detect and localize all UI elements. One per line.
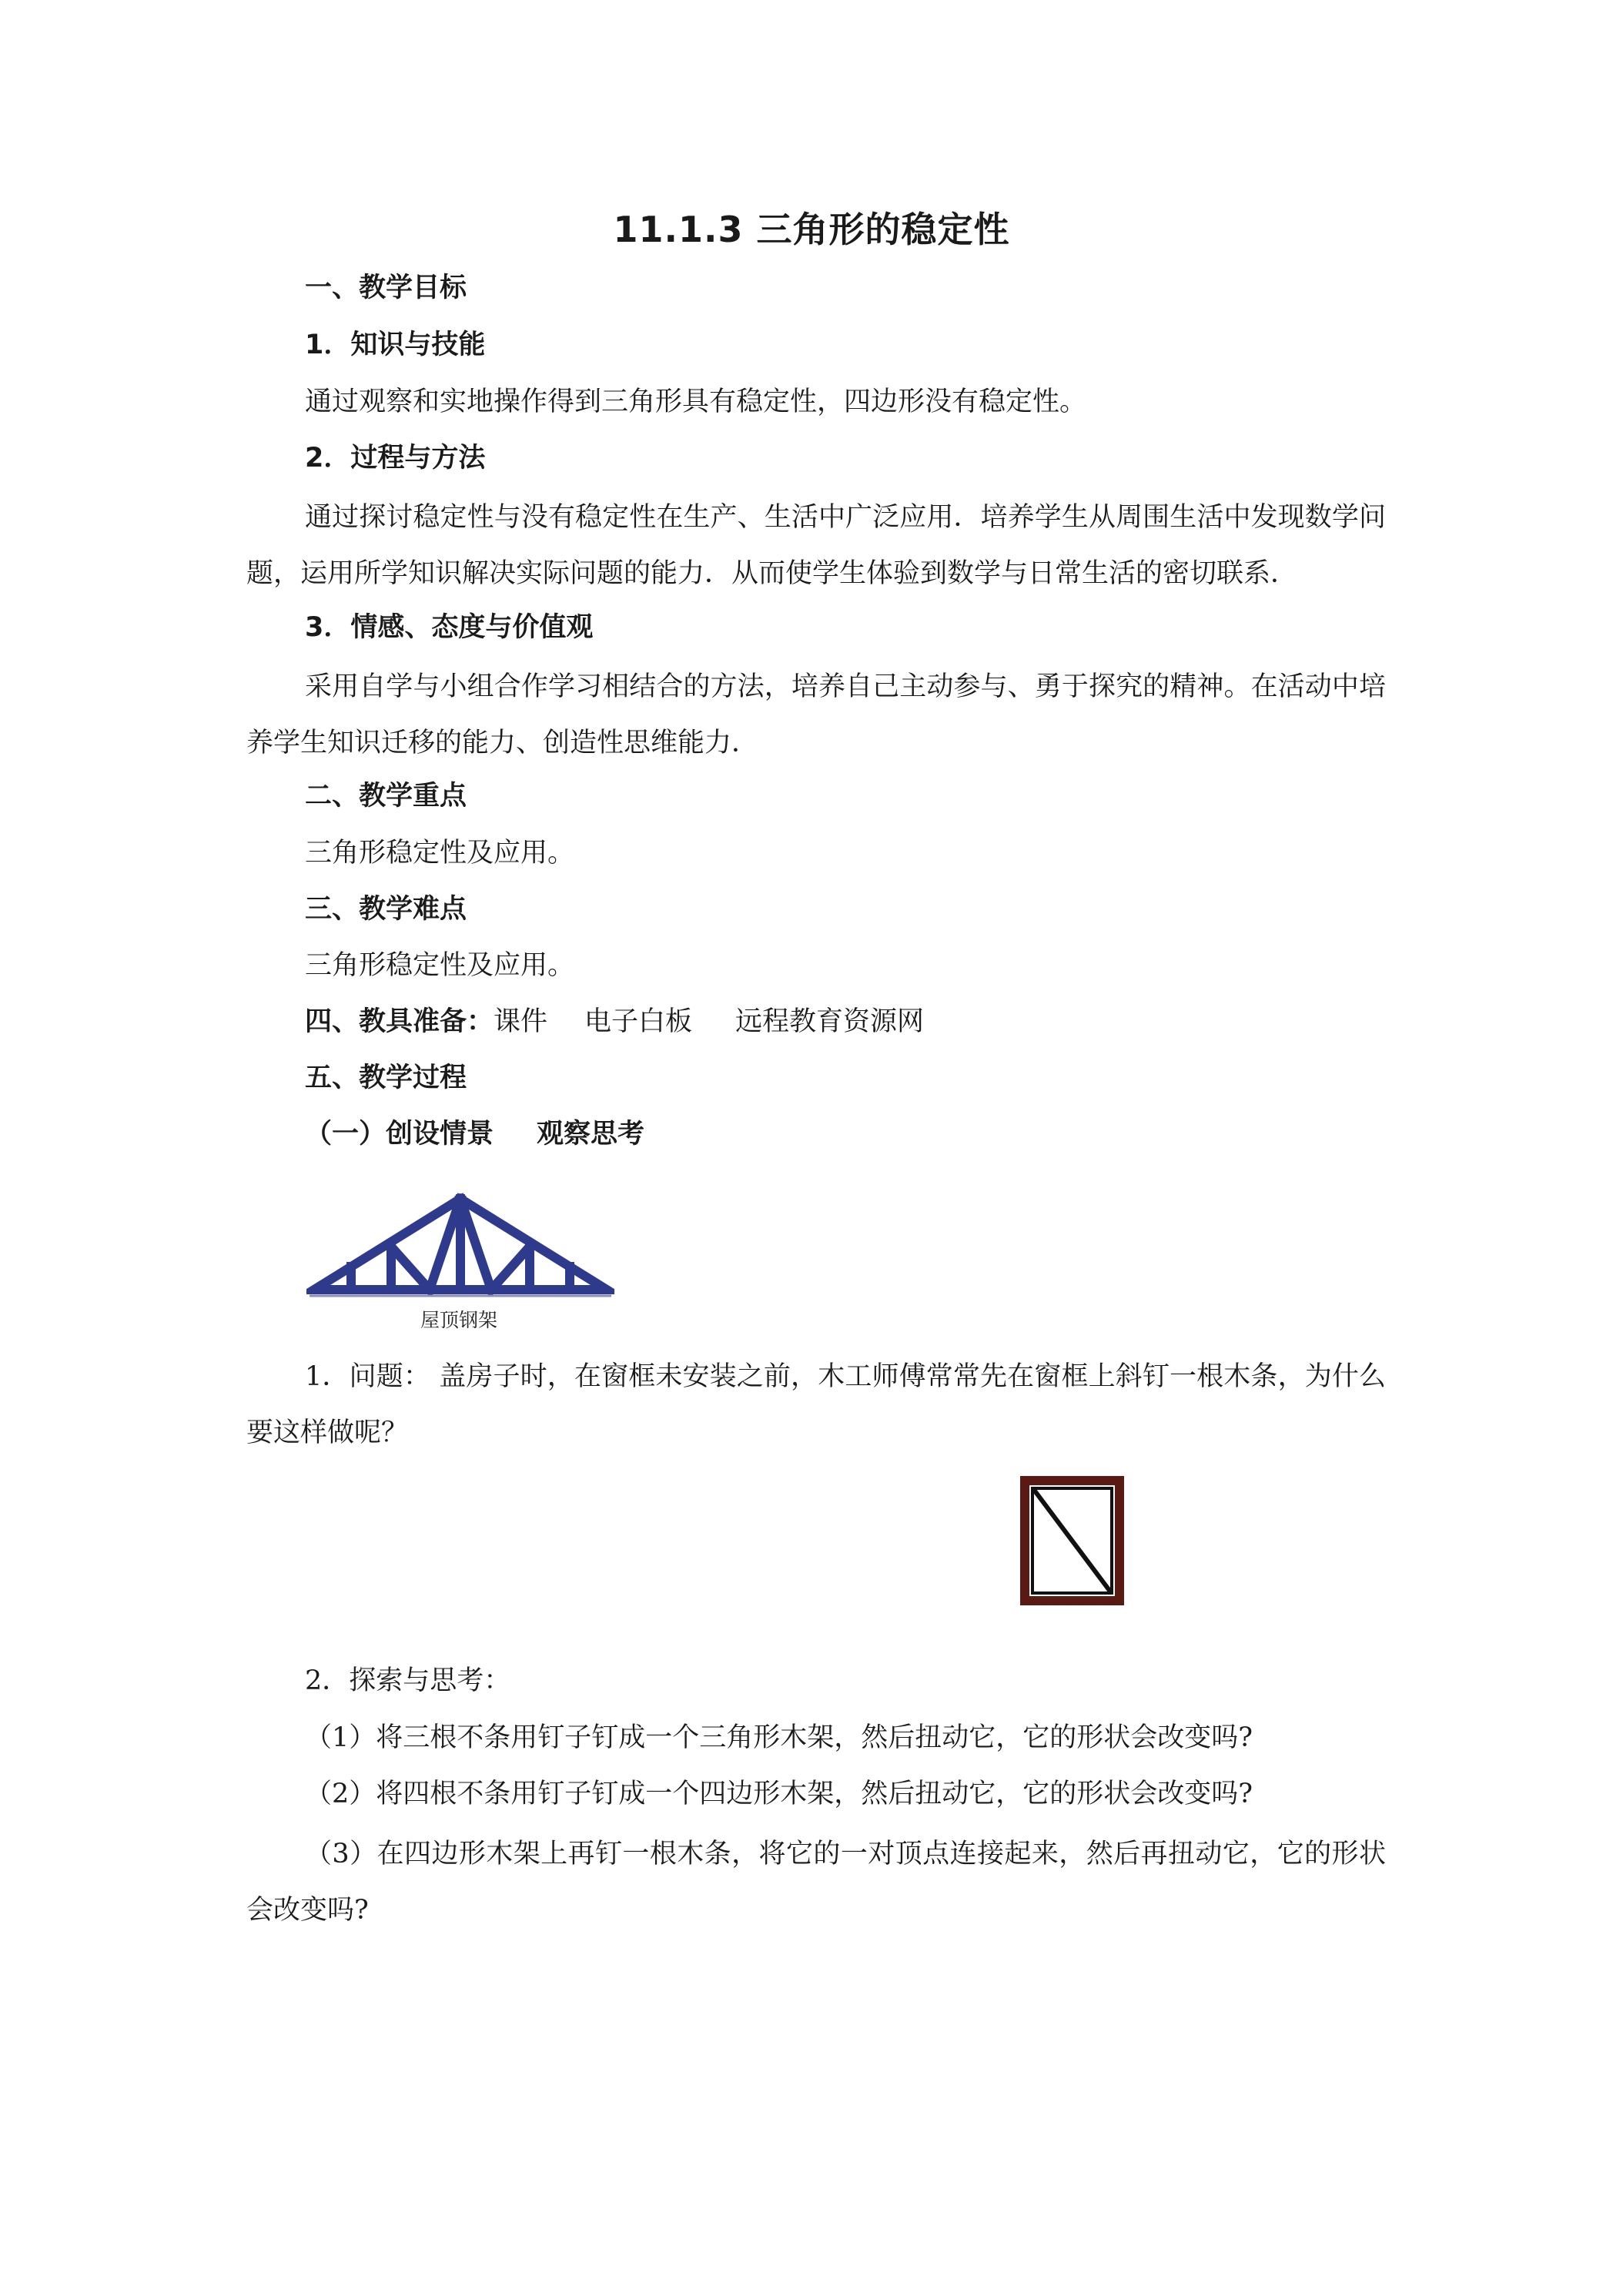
aid-courseware: 课件 bbox=[494, 1006, 548, 1037]
text-process-method: 通过探讨稳定性与没有稳定性在生产、生活中广泛应用．培养学生从周围生活中发现数学问题，运用所学知识解决实际问题的能力．从而使学生体验到数学与日常生活的密切联系． bbox=[246, 502, 1386, 589]
text-key-point: 三角形稳定性及应用。 bbox=[305, 838, 575, 869]
heading-difficult-point: 三、教学难点 bbox=[305, 894, 467, 925]
heading-scenario-b: 观察思考 bbox=[537, 1119, 645, 1150]
heading-scenario-a: （一）创设情景 bbox=[305, 1119, 494, 1150]
aid-whiteboard: 电子白板 bbox=[584, 1006, 693, 1037]
question-1: 1．问题： 盖房子时，在窗框未安装之前，木工师傅常常先在窗框上斜钉一根木条，为什么要这样做呢？ bbox=[246, 1361, 1386, 1448]
text-knowledge-skills: 通过观察和实地操作得到三角形具有稳定性，四边形没有稳定性。 bbox=[305, 387, 1087, 417]
heading-emotion-values: 3．情感、态度与价值观 bbox=[305, 612, 594, 643]
text-difficult-point: 三角形稳定性及应用。 bbox=[305, 950, 575, 981]
question-2-3: （3）在四边形木架上再钉一根木条，将它的一对顶点连接起来，然后再扭动它，它的形状会改变吗? bbox=[246, 1839, 1386, 1926]
roof-truss-frame bbox=[314, 1199, 607, 1290]
roof-truss-figure bbox=[306, 1190, 614, 1305]
text-emotion-values: 采用自学与小组合作学习相结合的方法，培养自己主动参与、勇于探究的精神。在活动中培养学生知识迁移的能力、创造性思维能力． bbox=[246, 671, 1386, 758]
heading-scenario bbox=[305, 1117, 644, 1151]
roof-caption: 屋顶钢架 bbox=[420, 1309, 498, 1331]
question-2-1: （1）将三根不条用钉子钉成一个三角形木架，然后扭动它，它的形状会改变吗? bbox=[305, 1722, 1253, 1753]
heading-teaching-process: 五、教学过程 bbox=[305, 1063, 467, 1093]
question-2-heading: 2．探索与思考： bbox=[305, 1665, 511, 1696]
page-title: 11.1.3 三角形的稳定性 bbox=[613, 209, 1010, 250]
question-2-2: （2）将四根不条用钉子钉成一个四边形木架，然后扭动它，它的形状会改变吗? bbox=[305, 1779, 1253, 1809]
heading-process-method: 2．过程与方法 bbox=[305, 443, 486, 474]
heading-teaching-goals: 一、教学目标 bbox=[305, 273, 467, 303]
heading-knowledge-skills: 1．知识与技能 bbox=[305, 330, 486, 360]
window-frame-figure bbox=[1020, 1476, 1124, 1605]
aid-remote-resources: 远程教育资源网 bbox=[735, 1006, 925, 1037]
teaching-aids-line bbox=[305, 1005, 924, 1039]
heading-key-point: 二、教学重点 bbox=[305, 781, 467, 812]
heading-teaching-aids: 四、教具准备： bbox=[305, 1006, 494, 1037]
